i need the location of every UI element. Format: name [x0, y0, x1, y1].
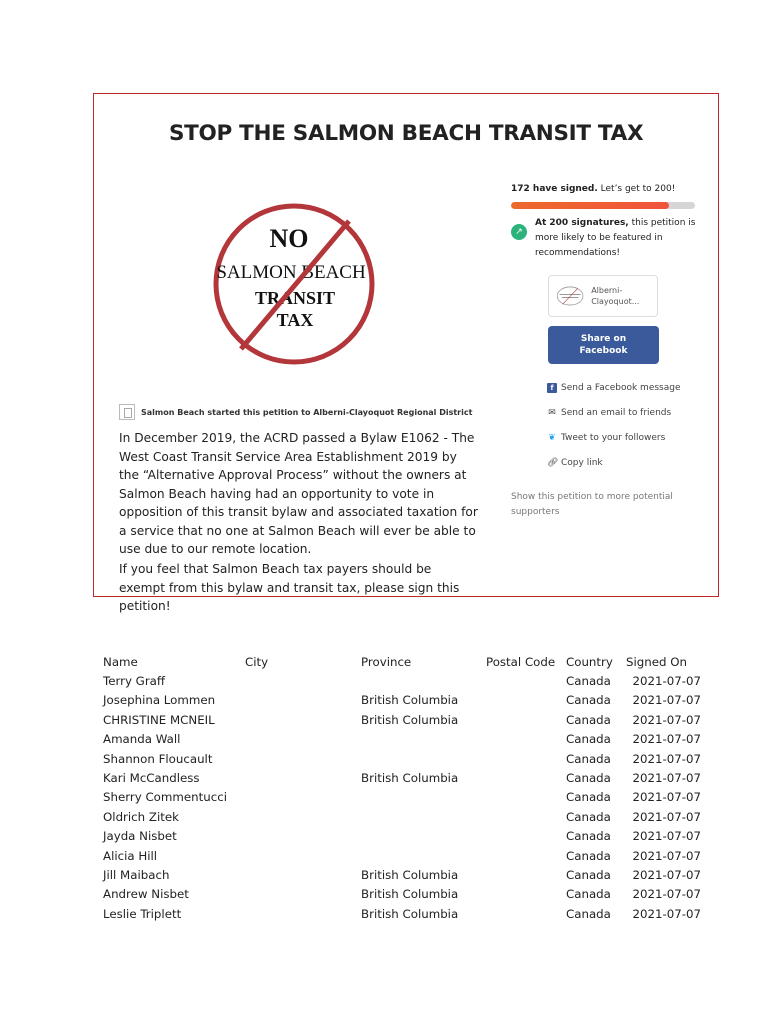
- table-cell: [245, 846, 361, 865]
- table-cell: Canada: [566, 751, 611, 766]
- petition-paragraph: If you feel that Salmon Beach tax payers should be exempt from this bylaw and transit tax, please sign this petition!: [119, 562, 460, 613]
- table-cell: British Columbia: [361, 771, 459, 786]
- table-row: [103, 846, 701, 865]
- petition-sidebar: [511, 184, 701, 520]
- table-cell: [486, 710, 566, 729]
- table-cell: [486, 749, 566, 768]
- table-cell: 2021-07-07: [632, 771, 701, 786]
- table-cell: [486, 846, 566, 865]
- table-cell: [245, 710, 361, 729]
- table-cell: [245, 788, 361, 807]
- table-cell: Alicia Hill: [103, 848, 158, 863]
- table-cell: 2021-07-07: [632, 906, 701, 921]
- table-cell: Canada: [566, 732, 611, 747]
- share-links: [547, 381, 701, 471]
- table-cell: [245, 807, 361, 826]
- table-cell: 2021-07-07: [632, 712, 701, 727]
- signatures-table: [103, 652, 701, 923]
- table-cell: [245, 671, 361, 690]
- tweet-link[interactable]: ❦ Tweet to your followers: [547, 431, 701, 446]
- table-cell: 2021-07-07: [632, 829, 701, 844]
- logo-line-transit: TRANSIT: [254, 288, 336, 308]
- table-cell: [486, 904, 566, 923]
- logo-line-tax: TAX: [276, 310, 314, 330]
- table-cell: Canada: [566, 809, 611, 824]
- column-header: Postal Code: [486, 654, 556, 669]
- table-cell: Canada: [566, 712, 611, 727]
- show-more-supporters: Show this petition to more potential supporters: [511, 492, 673, 517]
- facebook-icon: f: [547, 383, 557, 393]
- signature-progress-bar: [511, 202, 695, 209]
- table-cell: Canada: [566, 867, 611, 882]
- table-cell: CHRISTINE MCNEIL: [103, 712, 215, 727]
- table-cell: [245, 749, 361, 768]
- table-cell: [486, 827, 566, 846]
- table-cell: 2021-07-07: [632, 809, 701, 824]
- progress-fill: [511, 202, 669, 209]
- no-transit-tax-logo: [209, 199, 379, 369]
- table-cell: Canada: [566, 906, 611, 921]
- table-cell: [361, 827, 486, 846]
- decision-maker-card[interactable]: [548, 275, 658, 317]
- table-cell: British Columbia: [361, 712, 459, 727]
- table-cell: [361, 730, 486, 749]
- table-cell: [361, 788, 486, 807]
- share-on-facebook-button[interactable]: Share on Facebook: [548, 326, 659, 364]
- table-cell: [245, 730, 361, 749]
- table-row: [103, 691, 701, 710]
- table-cell: British Columbia: [361, 906, 459, 921]
- starter-text: Salmon Beach started this petition to Alberni-Clayoquot Regional District: [141, 407, 473, 417]
- signature-count: 172 have signed. Let’s get to 200!: [511, 184, 676, 194]
- table-cell: [245, 904, 361, 923]
- table-cell: [245, 865, 361, 884]
- table-cell: Leslie Triplett: [103, 906, 182, 921]
- table-cell: 2021-07-07: [632, 848, 701, 863]
- table-cell: Shannon Floucault: [103, 751, 213, 766]
- milestone-notice: ↗ At 200 signatures, this petition is more likely to be featured in recommendations!: [511, 216, 701, 261]
- column-header: Province: [361, 654, 412, 669]
- table-cell: 2021-07-07: [632, 693, 701, 708]
- table-cell: Canada: [566, 771, 611, 786]
- table-cell: Sherry Commentucci: [103, 790, 227, 805]
- table-cell: Amanda Wall: [103, 732, 181, 747]
- table-cell: Canada: [566, 693, 611, 708]
- petition-screenshot: [93, 93, 719, 613]
- send-email-link[interactable]: ✉ Send an email to friends: [547, 406, 701, 421]
- table-row: [103, 671, 701, 690]
- table-cell: British Columbia: [361, 693, 459, 708]
- table-cell: [486, 807, 566, 826]
- column-header: City: [245, 654, 269, 669]
- table-header-row: [103, 652, 701, 671]
- table-cell: [486, 865, 566, 884]
- email-icon: ✉: [548, 408, 556, 418]
- table-cell: [486, 671, 566, 690]
- table-cell: 2021-07-07: [632, 732, 701, 747]
- table-cell: British Columbia: [361, 887, 459, 902]
- table-cell: [486, 788, 566, 807]
- table-cell: British Columbia: [361, 867, 459, 882]
- table-cell: Jill Maibach: [103, 867, 170, 882]
- column-header: Name: [103, 654, 138, 669]
- table-cell: Canada: [566, 790, 611, 805]
- petition-title: STOP THE SALMON BEACH TRANSIT TAX: [169, 121, 644, 146]
- table-cell: [245, 885, 361, 904]
- logo-line-salmon-beach: SALMON BEACH: [216, 262, 366, 283]
- logo-line-no: NO: [269, 224, 309, 253]
- petition-starter: [119, 404, 472, 420]
- org-name: Alberni-Clayoquot...: [591, 286, 640, 306]
- copy-link[interactable]: 🔗︎ Copy link: [547, 456, 701, 471]
- table-row: [103, 827, 701, 846]
- table-cell: [486, 730, 566, 749]
- column-header: Signed On: [626, 654, 687, 669]
- table-cell: Oldrich Zitek: [103, 809, 179, 824]
- table-cell: Kari McCandless: [103, 771, 200, 786]
- table-cell: [486, 691, 566, 710]
- table-row: [103, 749, 701, 768]
- send-facebook-message-link[interactable]: f Send a Facebook message: [547, 381, 701, 396]
- table-cell: [245, 827, 361, 846]
- table-cell: Terry Graff: [103, 674, 166, 689]
- table-cell: Canada: [566, 674, 611, 689]
- table-row: [103, 885, 701, 904]
- table-row: [103, 730, 701, 749]
- table-cell: Canada: [566, 848, 611, 863]
- table-row: [103, 788, 701, 807]
- table-row: [103, 904, 701, 923]
- table-cell: 2021-07-07: [632, 887, 701, 902]
- starter-avatar: [119, 404, 135, 420]
- table-cell: [245, 691, 361, 710]
- table-cell: Canada: [566, 887, 611, 902]
- table-cell: 2021-07-07: [632, 790, 701, 805]
- table-cell: [486, 885, 566, 904]
- petition-paragraph: In December 2019, the ACRD passed a Bylaw E1062 - The West Coast Transit Service Area Establishment 2019 by the “Alternative Approval Process” without the owners at Salmon Beach having had an opportunity to vote in opposition of this transit bylaw and associated taxation for a service that no one at Salmon Beach will ever be able to use due to our remote location.: [119, 431, 478, 556]
- table-cell: Andrew Nisbet: [103, 887, 189, 902]
- table-row: [103, 710, 701, 729]
- twitter-icon: ❦: [548, 433, 556, 443]
- table-row: [103, 865, 701, 884]
- table-cell: Josephina Lommen: [103, 693, 216, 708]
- org-logo-icon: [555, 282, 585, 310]
- table-cell: 2021-07-07: [632, 867, 701, 882]
- table-cell: [245, 768, 361, 787]
- table-cell: Jayda Nisbet: [103, 829, 177, 844]
- table-cell: [361, 807, 486, 826]
- table-cell: [361, 749, 486, 768]
- table-cell: [361, 671, 486, 690]
- table-cell: [486, 768, 566, 787]
- trending-up-icon: ↗: [511, 224, 527, 240]
- link-icon: 🔗︎: [547, 458, 559, 468]
- column-header: Country: [566, 654, 613, 669]
- table-cell: Canada: [566, 829, 611, 844]
- table-row: [103, 768, 701, 787]
- table-cell: [361, 846, 486, 865]
- table-cell: 2021-07-07: [632, 674, 701, 689]
- table-row: [103, 807, 701, 826]
- table-cell: 2021-07-07: [632, 751, 701, 766]
